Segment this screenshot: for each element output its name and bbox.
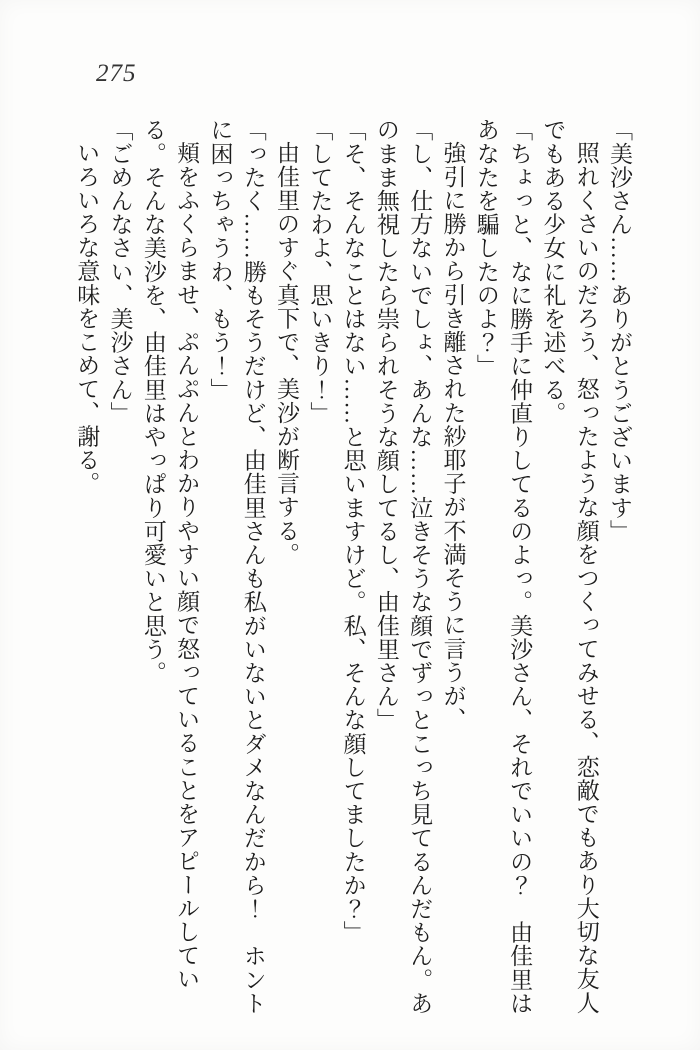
paragraph: 「美沙さん……ありがとうございます」 [607, 118, 632, 543]
paragraph: 由佳里のすぐ真下で、美沙が断言する。 [274, 141, 300, 566]
page-text [70, 118, 636, 1016]
paragraph: 照れくさいのだろう、怒ったような顔をつくってみせる、恋敵でもあり大切な友人でもある少女に礼を述べる。 [540, 118, 599, 1015]
paragraph: 「そ、そんなことはない……と思いますけど。私、そんな顔してましたか？」 [340, 118, 366, 944]
paragraph: 強引に勝から引き離された紗耶子が不満そうに言うが、 [440, 141, 466, 731]
paragraph: 頬をふくらませ、ぷんぷんとわかりやすい顔で怒っていることをアピールしている。そんな美沙を、由佳里はやっぱり可愛いと思う。 [140, 118, 200, 991]
paragraph: 「し、仕方ないでしょ、あんな……泣きそうな顔でずっとこっち見てるんだもん。あのまま無視したら祟られそうな顔してるし、由佳里さん」 [373, 118, 433, 1015]
paragraph: いろいろな意味をこめて、謝る。 [74, 141, 100, 495]
paragraph: 「ごめんなさい、美沙さん」 [107, 118, 133, 425]
paragraph: 「ちょっと、なに勝手に仲直りしてるのよっ。美沙さん、それでいいの？ 由佳里はあなたを騙したのよ？」 [473, 118, 533, 1015]
page-number: 275 [96, 60, 137, 87]
paragraph: 「ったく……勝もそうだけど、由佳里さんも私がいないとダメなんだから！ ホントに困っちゃうわ、もう！」 [207, 118, 266, 1015]
paragraph: 「してたわよ、思いきり！」 [307, 118, 333, 425]
